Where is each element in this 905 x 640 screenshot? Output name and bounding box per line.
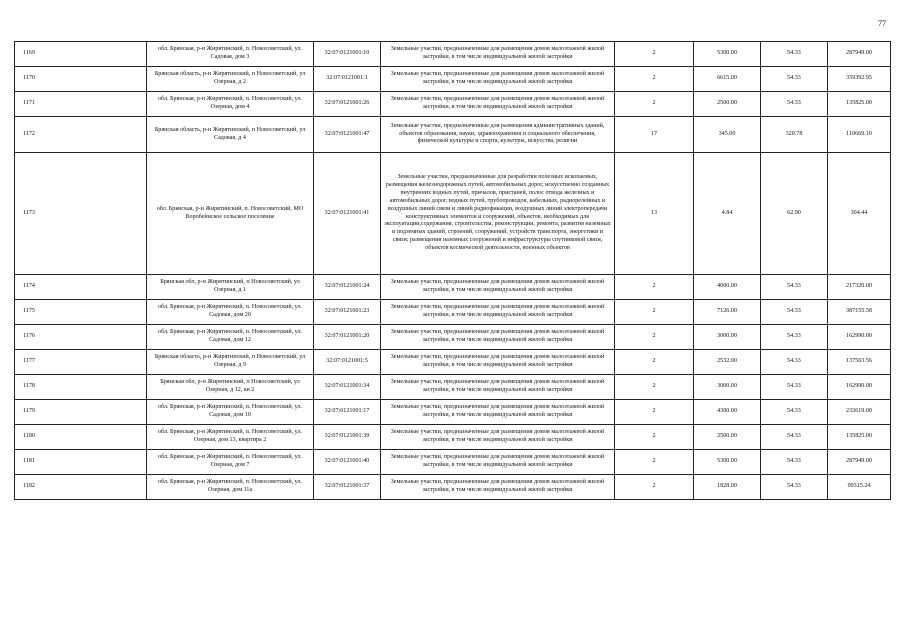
address-cell: обл. Брянская, р-н Жирятинский, п. Новосоветский, МО Воробейнское сельское поселение bbox=[147, 153, 314, 275]
area-cell: 2500.00 bbox=[694, 92, 761, 117]
area-cell: 3000.00 bbox=[694, 325, 761, 350]
table-row bbox=[15, 300, 891, 325]
cadastral-number-cell: 32:07:0121001:26 bbox=[314, 92, 381, 117]
land-purpose-cell: Земельные участки, предназначенные для размещения домов малоэтажной жилой застройки, в том числе индивидуальной жилой застройки bbox=[381, 325, 615, 350]
address-cell: обл. Брянская, р-н Жирятинский, п. Новосоветский, ул. Озерная, дом 11а bbox=[147, 475, 314, 500]
rate-cell: 54.33 bbox=[761, 42, 828, 67]
group-cell: 2 bbox=[615, 42, 694, 67]
rate-cell: 54.33 bbox=[761, 67, 828, 92]
area-cell: 6615.00 bbox=[694, 67, 761, 92]
group-cell: 2 bbox=[615, 400, 694, 425]
cadastral-number-cell: 32:07:0121001:41 bbox=[314, 153, 381, 275]
land-plots-table bbox=[14, 41, 891, 500]
cadastral-value-cell: 99315.24 bbox=[828, 475, 891, 500]
table-row bbox=[15, 425, 891, 450]
rate-cell: 54.33 bbox=[761, 475, 828, 500]
cadastral-number-cell: 32:07:0121001:20 bbox=[314, 325, 381, 350]
land-purpose-cell: Земельные участки, предназначенные для размещения домов малоэтажной жилой застройки, в том числе индивидуальной жилой застройки bbox=[381, 300, 615, 325]
group-cell: 13 bbox=[615, 153, 694, 275]
group-cell: 2 bbox=[615, 475, 694, 500]
table-row bbox=[15, 475, 891, 500]
land-purpose-cell: Земельные участки, предназначенные для размещения домов малоэтажной жилой застройки, в том числе индивидуальной жилой застройки bbox=[381, 450, 615, 475]
area-cell: 7126.00 bbox=[694, 300, 761, 325]
row-number-cell: 1179 bbox=[15, 400, 147, 425]
group-cell: 2 bbox=[615, 67, 694, 92]
address-cell: Брянская обл, р-н Жирятинский, п Новосоветский, ул Озерная, д 12, кв 2 bbox=[147, 375, 314, 400]
group-cell: 2 bbox=[615, 300, 694, 325]
land-purpose-cell: Земельные участки, предназначенные для размещения домов малоэтажной жилой застройки, в том числе индивидуальной жилой застройки bbox=[381, 375, 615, 400]
area-cell: 4000.00 bbox=[694, 275, 761, 300]
table-row bbox=[15, 275, 891, 300]
land-purpose-cell: Земельные участки, предназначенные для размещения домов малоэтажной жилой застройки, в том числе индивидуальной жилой застройки bbox=[381, 425, 615, 450]
row-number-cell: 1176 bbox=[15, 325, 147, 350]
rate-cell: 54.33 bbox=[761, 350, 828, 375]
area-cell: 2500.00 bbox=[694, 425, 761, 450]
address-cell: обл. Брянская, р-н Жирятинский, п. Новосоветский, ул. Садовая, дом 3 bbox=[147, 42, 314, 67]
group-cell: 2 bbox=[615, 450, 694, 475]
table-row bbox=[15, 117, 891, 153]
address-cell: обл. Брянская, р-н Жирятинский, п. Новосоветский, ул. Озерная, дом 7 bbox=[147, 450, 314, 475]
row-number-cell: 1178 bbox=[15, 375, 147, 400]
land-purpose-cell: Земельные участки, предназначенные для размещения домов малоэтажной жилой застройки, в том числе индивидуальной жилой застройки bbox=[381, 400, 615, 425]
cadastral-number-cell: 32:07:0121001:40 bbox=[314, 450, 381, 475]
land-purpose-cell: Земельные участки, предназначенные для размещения домов малоэтажной жилой застройки, в том числе индивидуальной жилой застройки bbox=[381, 42, 615, 67]
rate-cell: 54.33 bbox=[761, 300, 828, 325]
group-cell: 2 bbox=[615, 325, 694, 350]
row-number-cell: 1180 bbox=[15, 425, 147, 450]
cadastral-value-cell: 135825.00 bbox=[828, 92, 891, 117]
cadastral-number-cell: 32:07:0121001:39 bbox=[314, 425, 381, 450]
row-number-cell: 1171 bbox=[15, 92, 147, 117]
land-purpose-cell: Земельные участки, предназначенные для размещения домов малоэтажной жилой застройки, в том числе индивидуальной жилой застройки bbox=[381, 92, 615, 117]
cadastral-value-cell: 162990.00 bbox=[828, 325, 891, 350]
land-purpose-cell: Земельные участки, предназначенные для размещения домов малоэтажной жилой застройки, в том числе индивидуальной жилой застройки bbox=[381, 275, 615, 300]
address-cell: Брянская обл, р-н Жирятинский, п Новосоветский, ул Озерная, д 1 bbox=[147, 275, 314, 300]
row-number-cell: 1175 bbox=[15, 300, 147, 325]
table-row bbox=[15, 92, 891, 117]
table-row bbox=[15, 42, 891, 67]
group-cell: 2 bbox=[615, 425, 694, 450]
land-purpose-cell: Земельные участки, предназначенные для размещения административных зданий, объектов образования, науки, здравоохранения и социального обеспечения, физической культуры и спорта, культуры, искусства, религии bbox=[381, 117, 615, 153]
group-cell: 2 bbox=[615, 275, 694, 300]
area-cell: 4300.00 bbox=[694, 400, 761, 425]
address-cell: обл. Брянская, р-н Жирятинский, п. Новосоветский, ул. Садовая, дом 10 bbox=[147, 400, 314, 425]
cadastral-number-cell: 32:07:0121001:5 bbox=[314, 350, 381, 375]
address-cell: Брянская область, р-н Жирятинский, п Новосоветский, ул Озерная, д 2 bbox=[147, 67, 314, 92]
table-row bbox=[15, 67, 891, 92]
row-number-cell: 1177 bbox=[15, 350, 147, 375]
address-cell: обл. Брянская, р-н Жирятинский, п. Новосоветский, ул. Садовая, дом 20 bbox=[147, 300, 314, 325]
area-cell: 2532.00 bbox=[694, 350, 761, 375]
group-cell: 2 bbox=[615, 375, 694, 400]
cadastral-value-cell: 137563.56 bbox=[828, 350, 891, 375]
cadastral-value-cell: 287949.00 bbox=[828, 450, 891, 475]
rate-cell: 54.33 bbox=[761, 375, 828, 400]
cadastral-value-cell: 217320.00 bbox=[828, 275, 891, 300]
cadastral-number-cell: 32:07:0121001:1 bbox=[314, 67, 381, 92]
rate-cell: 54.33 bbox=[761, 92, 828, 117]
area-cell: 345.00 bbox=[694, 117, 761, 153]
address-cell: обл. Брянская, р-н Жирятинский, п. Новосоветский, ул. Озерная, дом 13, квартира 2 bbox=[147, 425, 314, 450]
cadastral-value-cell: 304.44 bbox=[828, 153, 891, 275]
cadastral-value-cell: 135825.00 bbox=[828, 425, 891, 450]
row-number-cell: 1169 bbox=[15, 42, 147, 67]
row-number-cell: 1181 bbox=[15, 450, 147, 475]
group-cell: 2 bbox=[615, 350, 694, 375]
address-cell: Брянская область, р-н Жирятинский, п Новосоветский, ул Садовая, д 4 bbox=[147, 117, 314, 153]
cadastral-number-cell: 32:07:0121001:10 bbox=[314, 42, 381, 67]
address-cell: Брянская область, р-н Жирятинский, п Новосоветский, ул Озерная, д 9 bbox=[147, 350, 314, 375]
table-row bbox=[15, 375, 891, 400]
land-purpose-cell: Земельные участки, предназначенные для разработки полезных ископаемых, размещения железнодорожных путей, автомобильных дорог, искусственно созданных внутренних водных путей, причалов, пристаней, полос отвода железных и автомобильных дорог, водных путей, трубопроводов, кабельных, радиорелейных и воздушных линий связи и линий радиофикации, воздушных линий электропередачи конструктивных элементов и сооружений, объектов, необходимых для эксплуатации,содержания, строительства, реконструкции, ремонта, развития наземных и подземных зданий, строений, сооружений, устройств транспорта, энергетики и связи; размещения наземных сооружений и инфраструктуры спутниковой связи, объектов космической деятельности, военных объектов bbox=[381, 153, 615, 275]
cadastral-value-cell: 287949.00 bbox=[828, 42, 891, 67]
rate-cell: 54.33 bbox=[761, 275, 828, 300]
area-cell: 3000.00 bbox=[694, 375, 761, 400]
row-number-cell: 1172 bbox=[15, 117, 147, 153]
rate-cell: 54.33 bbox=[761, 450, 828, 475]
cadastral-value-cell: 387155.58 bbox=[828, 300, 891, 325]
row-number-cell: 1174 bbox=[15, 275, 147, 300]
area-cell: 5300.00 bbox=[694, 450, 761, 475]
land-purpose-cell: Земельные участки, предназначенные для размещения домов малоэтажной жилой застройки, в том числе индивидуальной жилой застройки bbox=[381, 67, 615, 92]
group-cell: 17 bbox=[615, 117, 694, 153]
row-number-cell: 1170 bbox=[15, 67, 147, 92]
address-cell: обл. Брянская, р-н Жирятинский, п. Новосоветский, ул. Озерная, дом 4 bbox=[147, 92, 314, 117]
cadastral-number-cell: 32:07:0121001:23 bbox=[314, 300, 381, 325]
table-row bbox=[15, 400, 891, 425]
cadastral-number-cell: 32:07:0121001:47 bbox=[314, 117, 381, 153]
address-cell: обл. Брянская, р-н Жирятинский, п. Новосоветский, ул. Садовая, дом 12 bbox=[147, 325, 314, 350]
row-number-cell: 1173 bbox=[15, 153, 147, 275]
rate-cell: 54.33 bbox=[761, 325, 828, 350]
rate-cell: 320.78 bbox=[761, 117, 828, 153]
table-row bbox=[15, 153, 891, 275]
area-cell: 4.84 bbox=[694, 153, 761, 275]
area-cell: 1828.00 bbox=[694, 475, 761, 500]
cadastral-number-cell: 32:07:0121001:34 bbox=[314, 375, 381, 400]
group-cell: 2 bbox=[615, 92, 694, 117]
row-number-cell: 1182 bbox=[15, 475, 147, 500]
rate-cell: 54.33 bbox=[761, 400, 828, 425]
cadastral-number-cell: 32:07:0121001:17 bbox=[314, 400, 381, 425]
table-row bbox=[15, 450, 891, 475]
page-number: 77 bbox=[878, 19, 886, 28]
cadastral-value-cell: 359392.95 bbox=[828, 67, 891, 92]
land-purpose-cell: Земельные участки, предназначенные для размещения домов малоэтажной жилой застройки, в том числе индивидуальной жилой застройки bbox=[381, 350, 615, 375]
rate-cell: 54.33 bbox=[761, 425, 828, 450]
cadastral-value-cell: 162990.00 bbox=[828, 375, 891, 400]
area-cell: 5300.00 bbox=[694, 42, 761, 67]
rate-cell: 62.90 bbox=[761, 153, 828, 275]
land-purpose-cell: Земельные участки, предназначенные для размещения домов малоэтажной жилой застройки, в том числе индивидуальной жилой застройки bbox=[381, 475, 615, 500]
cadastral-value-cell: 233619.00 bbox=[828, 400, 891, 425]
table-row bbox=[15, 350, 891, 375]
table-row bbox=[15, 325, 891, 350]
cadastral-number-cell: 32:07:0121001:37 bbox=[314, 475, 381, 500]
cadastral-value-cell: 110669.10 bbox=[828, 117, 891, 153]
cadastral-number-cell: 32:07:0121001:24 bbox=[314, 275, 381, 300]
